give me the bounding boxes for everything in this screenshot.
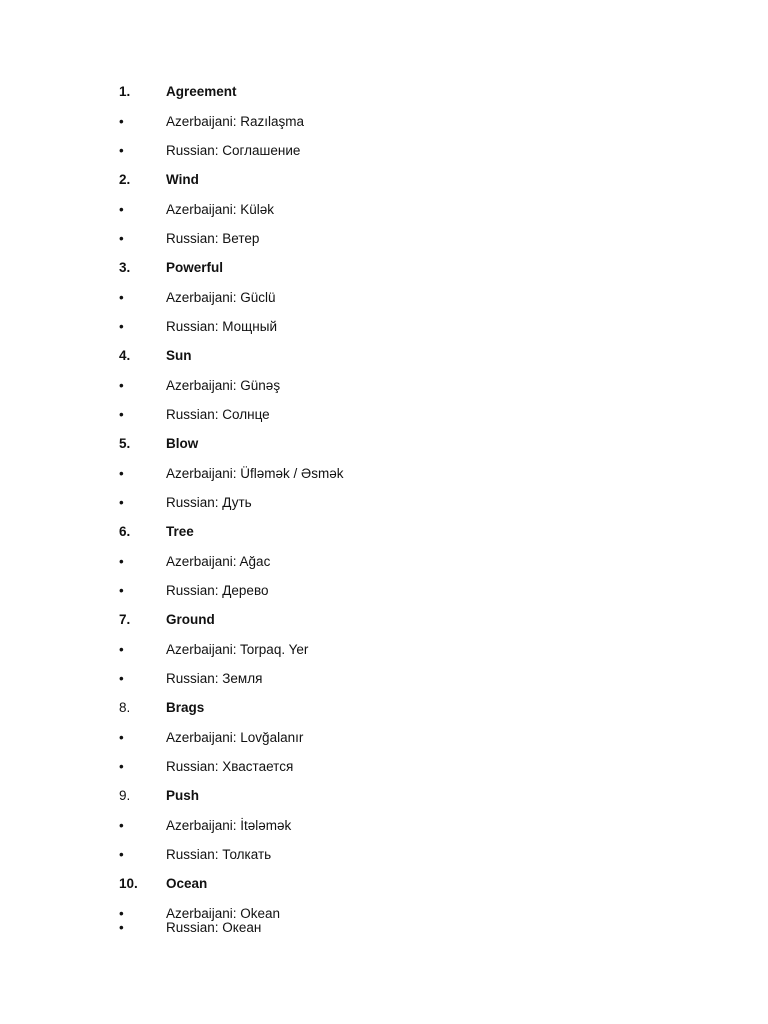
- azerbaijani-translation: Azerbaijani: İtələmək: [166, 817, 292, 833]
- english-word: Wind: [166, 172, 199, 187]
- item-number: 10.: [119, 876, 138, 891]
- item-number: 2.: [119, 172, 131, 187]
- item-number: 6.: [119, 524, 131, 539]
- english-word: Agreement: [166, 84, 237, 99]
- russian-translation: Russian: Океан: [166, 920, 262, 935]
- russian-translation: Russian: Дерево: [166, 583, 269, 598]
- azerbaijani-translation: Azerbaijani: Okean: [166, 905, 281, 921]
- english-word: Powerful: [166, 260, 224, 275]
- russian-translation: Russian: Солнце: [166, 407, 270, 422]
- bullet-icon: •: [119, 201, 124, 217]
- bullet-icon: •: [119, 231, 124, 246]
- russian-translation: Russian: Мощный: [166, 319, 277, 334]
- azerbaijani-translation: Azerbaijani: Güclü: [166, 289, 276, 305]
- azerbaijani-translation: Azerbaijani: Razılaşma: [166, 113, 305, 129]
- bullet-icon: •: [119, 729, 124, 745]
- item-number: 3.: [119, 260, 131, 275]
- azerbaijani-translation: Azerbaijani: Günəş: [166, 377, 281, 393]
- item-number: 1.: [119, 84, 131, 99]
- bullet-icon: •: [119, 671, 124, 686]
- english-word: Ocean: [166, 876, 208, 891]
- bullet-icon: •: [119, 641, 124, 657]
- azerbaijani-translation: Azerbaijani: Ağac: [166, 553, 271, 569]
- russian-translation: Russian: Дуть: [166, 495, 252, 510]
- english-word: Sun: [166, 348, 192, 363]
- english-word: Brags: [166, 700, 205, 715]
- bullet-icon: •: [119, 817, 124, 833]
- english-word: Blow: [166, 436, 199, 451]
- bullet-icon: •: [119, 465, 124, 481]
- item-number: 4.: [119, 348, 131, 363]
- russian-translation: Russian: Соглашение: [166, 143, 301, 158]
- russian-translation: Russian: Земля: [166, 671, 263, 686]
- item-number: 8.: [119, 700, 131, 715]
- bullet-icon: •: [119, 759, 124, 774]
- english-word: Tree: [166, 524, 194, 539]
- bullet-icon: •: [119, 583, 124, 598]
- bullet-icon: •: [119, 377, 124, 393]
- english-word: Push: [166, 788, 200, 803]
- item-number: 7.: [119, 612, 131, 627]
- bullet-icon: •: [119, 905, 124, 921]
- bullet-icon: •: [119, 920, 124, 935]
- russian-translation: Russian: Ветер: [166, 231, 260, 246]
- bullet-icon: •: [119, 143, 124, 158]
- item-number: 5.: [119, 436, 131, 451]
- azerbaijani-translation: Azerbaijani: Lovğalanır: [166, 729, 304, 745]
- bullet-icon: •: [119, 847, 124, 862]
- bullet-icon: •: [119, 553, 124, 569]
- item-number: 9.: [119, 788, 131, 803]
- russian-translation: Russian: Хвастается: [166, 759, 294, 774]
- english-word: Ground: [166, 612, 215, 627]
- azerbaijani-translation: Azerbaijani: Üfləmək / Əsmək: [166, 465, 344, 481]
- bullet-icon: •: [119, 289, 124, 305]
- bullet-icon: •: [119, 407, 124, 422]
- azerbaijani-translation: Azerbaijani: Külək: [166, 201, 275, 217]
- bullet-icon: •: [119, 495, 124, 510]
- bullet-icon: •: [119, 113, 124, 129]
- azerbaijani-translation: Azerbaijani: Torpaq. Yer: [166, 641, 309, 657]
- bullet-icon: •: [119, 319, 124, 334]
- russian-translation: Russian: Толкать: [166, 847, 272, 862]
